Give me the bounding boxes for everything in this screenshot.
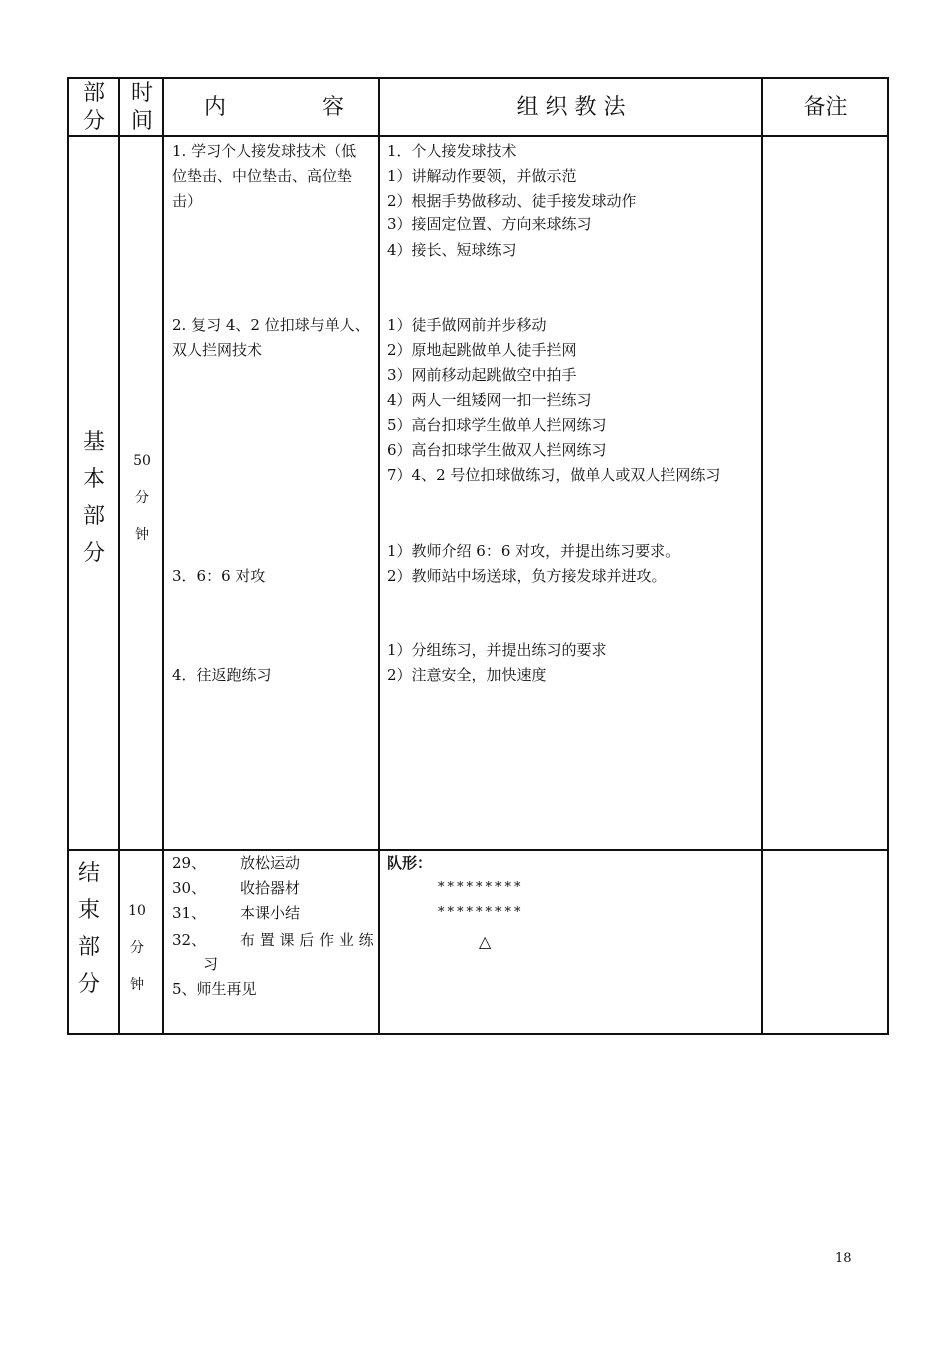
header-content-b: 容 — [321, 95, 344, 120]
method-line: 3）接固定位置、方向来球练习 — [387, 215, 592, 233]
basic-part-char: 分 — [82, 541, 105, 566]
formation-label: 队形： — [387, 854, 433, 872]
table-border-top — [67, 77, 889, 79]
method-line: 1）分组练习，并提出练习的要求 — [387, 641, 607, 659]
method-line: 5）高台扣球学生做单人拦网练习 — [387, 416, 607, 434]
ending-item-text: 收拾器材 — [240, 879, 301, 897]
method-line: 1）讲解动作要领，并做示范 — [387, 167, 577, 185]
basic-content-line: 双人拦网技术 — [172, 341, 263, 359]
method-line: 1）徒手做网前并步移动 — [387, 316, 547, 334]
ending-time-unit: 钟 — [130, 977, 144, 993]
basic-content-line: 4．往返跑练习 — [172, 666, 272, 684]
basic-part-char: 本 — [82, 467, 105, 492]
method-line: 4）两人一组矮网一扣一拦练习 — [387, 391, 592, 409]
ending-item-number: 29、 — [172, 854, 207, 872]
basic-time-unit: 钟 — [135, 527, 149, 543]
method-line: 2）教师站中场送球，负方接发球并进攻。 — [387, 567, 667, 585]
method-line: 2）原地起跳做单人徒手拦网 — [387, 341, 577, 359]
basic-part-char: 基 — [82, 430, 105, 455]
header-part-line2: 分 — [82, 109, 105, 134]
method-line: 1）教师介绍 6：6 对攻，并提出练习要求。 — [387, 542, 681, 560]
basic-content-line: 2. 复习 4、2 位扣球与单人、 — [172, 316, 370, 334]
basic-part-char: 部 — [82, 504, 105, 529]
ending-item-number: 32、 — [172, 931, 207, 949]
col-divider-content — [162, 77, 164, 1035]
ending-part-char: 分 — [77, 972, 100, 997]
ending-time-value: 10 — [128, 903, 146, 919]
table-border-bottom — [67, 1033, 889, 1035]
formation-stars-row: ********* — [438, 880, 524, 895]
header-remarks: 备注 — [803, 95, 848, 120]
col-divider-remarks — [761, 77, 763, 1035]
ending-part-char: 结 — [77, 861, 100, 886]
ending-part-char: 部 — [77, 935, 100, 960]
method-line: 3）网前移动起跳做空中拍手 — [387, 366, 577, 384]
ending-item-text: 本课小结 — [240, 904, 301, 922]
ending-item-text: 布 置 课 后 作 业 练 — [240, 931, 374, 949]
method-line: 7）4、2 号位扣球做练习，做单人或双人拦网练习 — [387, 466, 721, 484]
header-time-line1: 时 — [130, 81, 153, 106]
method-line: 6）高台扣球学生做双人拦网练习 — [387, 441, 607, 459]
method-line: 4）接长、短球练习 — [387, 241, 517, 259]
method-line: 2）根据手势做移动、徒手接发球动作 — [387, 192, 637, 210]
table-border-right — [887, 77, 889, 1035]
ending-item-number: 31、 — [172, 904, 207, 922]
ending-time-unit: 分 — [130, 940, 144, 956]
header-content-a: 内 — [203, 95, 226, 120]
ending-item-wrap: 习 — [203, 955, 219, 973]
header-part-line1: 部 — [82, 81, 105, 106]
method-line: 1．个人接发球技术 — [387, 142, 517, 160]
basic-content-line: 位垫击、中位垫击、高位垫 — [172, 167, 353, 185]
formation-stars-row: ********* — [438, 905, 524, 920]
ending-part-char: 束 — [77, 898, 100, 923]
ending-item-number: 30、 — [172, 879, 207, 897]
header-time-line2: 间 — [130, 109, 153, 134]
page-number: 18 — [835, 1251, 852, 1266]
basic-content-line: 1. 学习个人接发球技术（低 — [172, 142, 357, 160]
header-method: 组 织 教 法 — [516, 95, 626, 120]
basic-time-unit: 分 — [135, 490, 149, 506]
basic-time-value: 50 — [133, 453, 151, 469]
basic-content-line: 击） — [172, 192, 203, 210]
ending-item-last: 5、师生再见 — [172, 980, 257, 998]
ending-item-text: 放松运动 — [240, 854, 301, 872]
header-divider — [67, 135, 889, 137]
col-divider-method — [378, 77, 380, 1035]
teacher-triangle-icon: △ — [479, 932, 492, 951]
method-line: 2）注意安全，加快速度 — [387, 666, 547, 684]
basic-content-line: 3．6：6 对攻 — [172, 567, 266, 585]
